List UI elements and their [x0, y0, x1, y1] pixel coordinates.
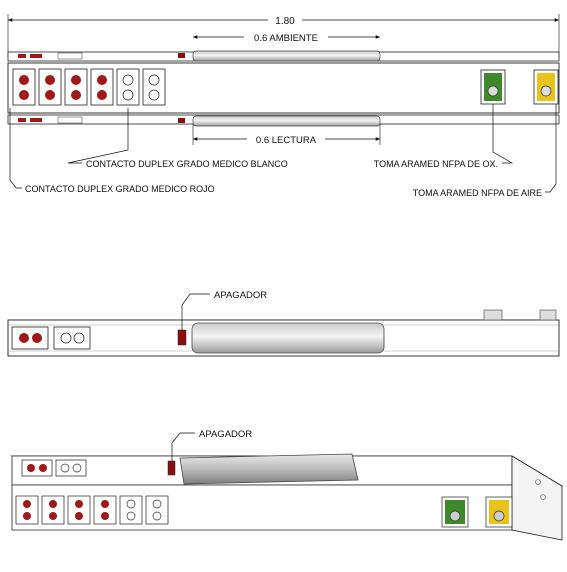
red-outlet-callout: CONTACTO DUPLEX GRADO MEDICO ROJO — [25, 184, 215, 194]
switch — [178, 330, 186, 345]
white-outlet — [117, 69, 139, 105]
red-outlet — [22, 460, 52, 476]
air-outlet — [534, 70, 558, 104]
red-outlet — [42, 496, 64, 524]
red-outlet — [65, 69, 87, 105]
light-fixture — [180, 454, 358, 484]
light-fixture — [192, 323, 384, 353]
reading-light-label: 0.6 LECTURA — [255, 135, 317, 146]
isometric-view — [12, 429, 562, 540]
oxygen-outlet — [484, 310, 502, 320]
red-outlet — [94, 496, 116, 524]
red-outlet — [39, 69, 61, 105]
red-outlet — [68, 496, 90, 524]
air-outlet — [540, 310, 556, 320]
white-outlet — [143, 69, 165, 105]
red-outlet — [13, 69, 35, 105]
switch — [168, 461, 175, 475]
switch-callout-side: APAGADOR — [214, 290, 268, 301]
red-outlet — [16, 496, 38, 524]
reading-light-tube — [193, 116, 380, 126]
white-outlet — [56, 460, 86, 476]
elevation-view — [8, 290, 559, 356]
iso-end-face — [512, 456, 562, 540]
air-outlet — [486, 497, 512, 527]
oxygen-outlet — [481, 70, 505, 104]
air-outlet-callout: TOMA ARAMED NFPA DE AIRE — [412, 188, 542, 198]
ambient-light-label: 0.6 AMBIENTE — [254, 33, 318, 44]
switch-callout-iso: APAGADOR — [199, 429, 253, 440]
ambient-light-tube — [193, 51, 380, 61]
white-outlet-callout: CONTACTO DUPLEX GRADO MEDICO BLANCO — [86, 159, 288, 169]
red-outlet — [12, 327, 48, 349]
oxygen-outlet-callout: TOMA ARAMED NFPA DE OX. — [373, 159, 498, 169]
white-outlet — [146, 496, 168, 524]
total-length-label: 1.80 — [275, 16, 295, 27]
red-outlet — [91, 69, 113, 105]
white-outlet — [120, 496, 142, 524]
switch-top — [178, 53, 185, 58]
white-outlet — [54, 327, 90, 349]
front-view — [8, 13, 559, 198]
switch-bottom — [178, 118, 185, 123]
oxygen-outlet — [442, 497, 468, 527]
